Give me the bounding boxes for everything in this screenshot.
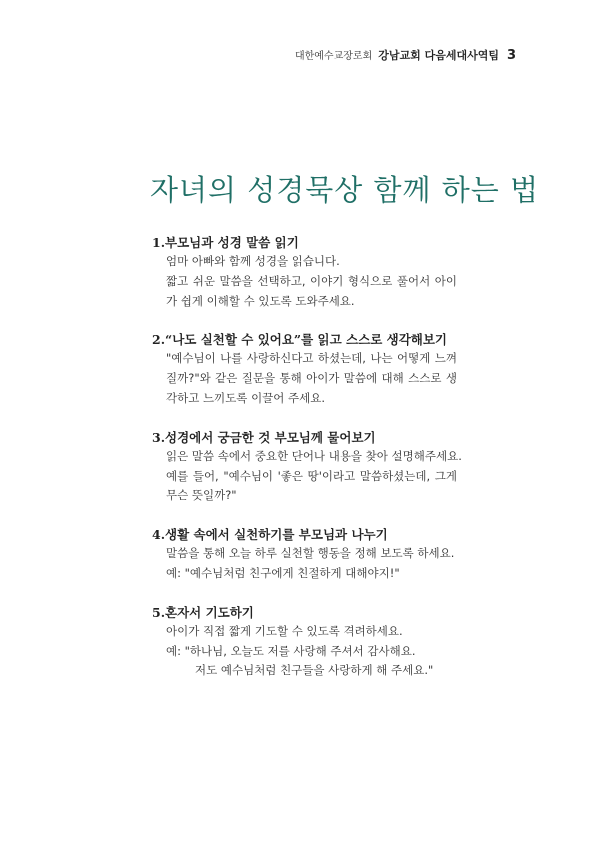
page-header	[295, 47, 516, 63]
guide-item-1	[152, 234, 457, 311]
guide-item-heading	[152, 234, 457, 252]
body-line: 읽은 말씀 속에서 중요한 단어나 내용을 찾아 설명해주세요.	[166, 448, 462, 463]
item-number: 2.	[152, 332, 166, 348]
guide-item-body	[166, 544, 457, 584]
department-label: 강남교회 다음세대사역팀	[378, 49, 499, 62]
body-line: 말씀을 통해 오늘 하루 실천할 행동을 정해 보도록 하세요.	[166, 546, 455, 561]
item-number: 4.	[152, 527, 166, 543]
body-line: 아이가 직접 짧게 기도할 수 있도록 격려하세요.	[166, 623, 403, 638]
body-line: 짧고 쉬운 말씀을 선택하고, 이야기 형식으로 풀어서 아이가 쉽게 이해할 수 있도록 도와주세요.	[166, 273, 457, 308]
guide-item-heading	[152, 331, 457, 349]
guide-item-heading	[152, 604, 457, 622]
guide-item-2	[152, 331, 457, 408]
item-number: 3.	[152, 429, 166, 445]
body-line: 예: "하나님, 오늘도 저를 사랑해 주셔서 감사해요.	[166, 643, 416, 658]
denomination-label: 대한예수교장로회	[294, 51, 373, 62]
item-heading-text: “나도 실천할 수 있어요”를 읽고 스스로 생각해보기	[165, 332, 447, 348]
page-number: 3	[506, 48, 516, 63]
guide-item-4	[152, 526, 457, 584]
guide-item-body	[166, 622, 457, 681]
guide-item-body	[166, 349, 457, 408]
item-heading-text: 생활 속에서 실천하기를 부모님과 나누기	[165, 527, 388, 543]
body-line: 저도 예수님처럼 친구들을 사랑하게 해 주세요."	[195, 663, 434, 678]
item-number: 1.	[152, 235, 166, 250]
guide-item-heading	[152, 526, 457, 544]
guide-item-5	[152, 604, 457, 681]
page-title: 자녀의 성경묵상 함께 하는 법	[150, 173, 540, 207]
item-heading-text: 혼자서 기도하기	[165, 604, 254, 620]
item-heading-text: 성경에서 궁금한 것 부모님께 물어보기	[165, 429, 376, 445]
body-line: "예수님이 나를 사랑하신다고 하셨는데, 나는 어떻게 느껴질까?"와 같은 질문을 통해 아이가 말씀에 대해 스스로 생각하고 느끼도록 이끌어 주세요.	[166, 351, 457, 405]
body-line: 예를 들어, "예수님이 '좋은 땅'이라고 말씀하셨는데, 그게 무슨 뜻일까?"	[166, 468, 457, 503]
guide-item-body	[166, 447, 462, 506]
guide-list	[152, 234, 462, 701]
body-line: 엄마 아빠와 함께 성경을 읽습니다.	[166, 254, 340, 268]
body-line: 예: "예수님처럼 친구에게 친절하게 대해야지!"	[166, 565, 400, 580]
item-number: 5.	[152, 604, 166, 620]
guide-item-heading	[152, 429, 457, 447]
item-heading-text: 부모님과 성경 말씀 읽기	[165, 235, 299, 250]
guide-item-3	[152, 429, 462, 506]
guide-item-body	[166, 252, 457, 311]
